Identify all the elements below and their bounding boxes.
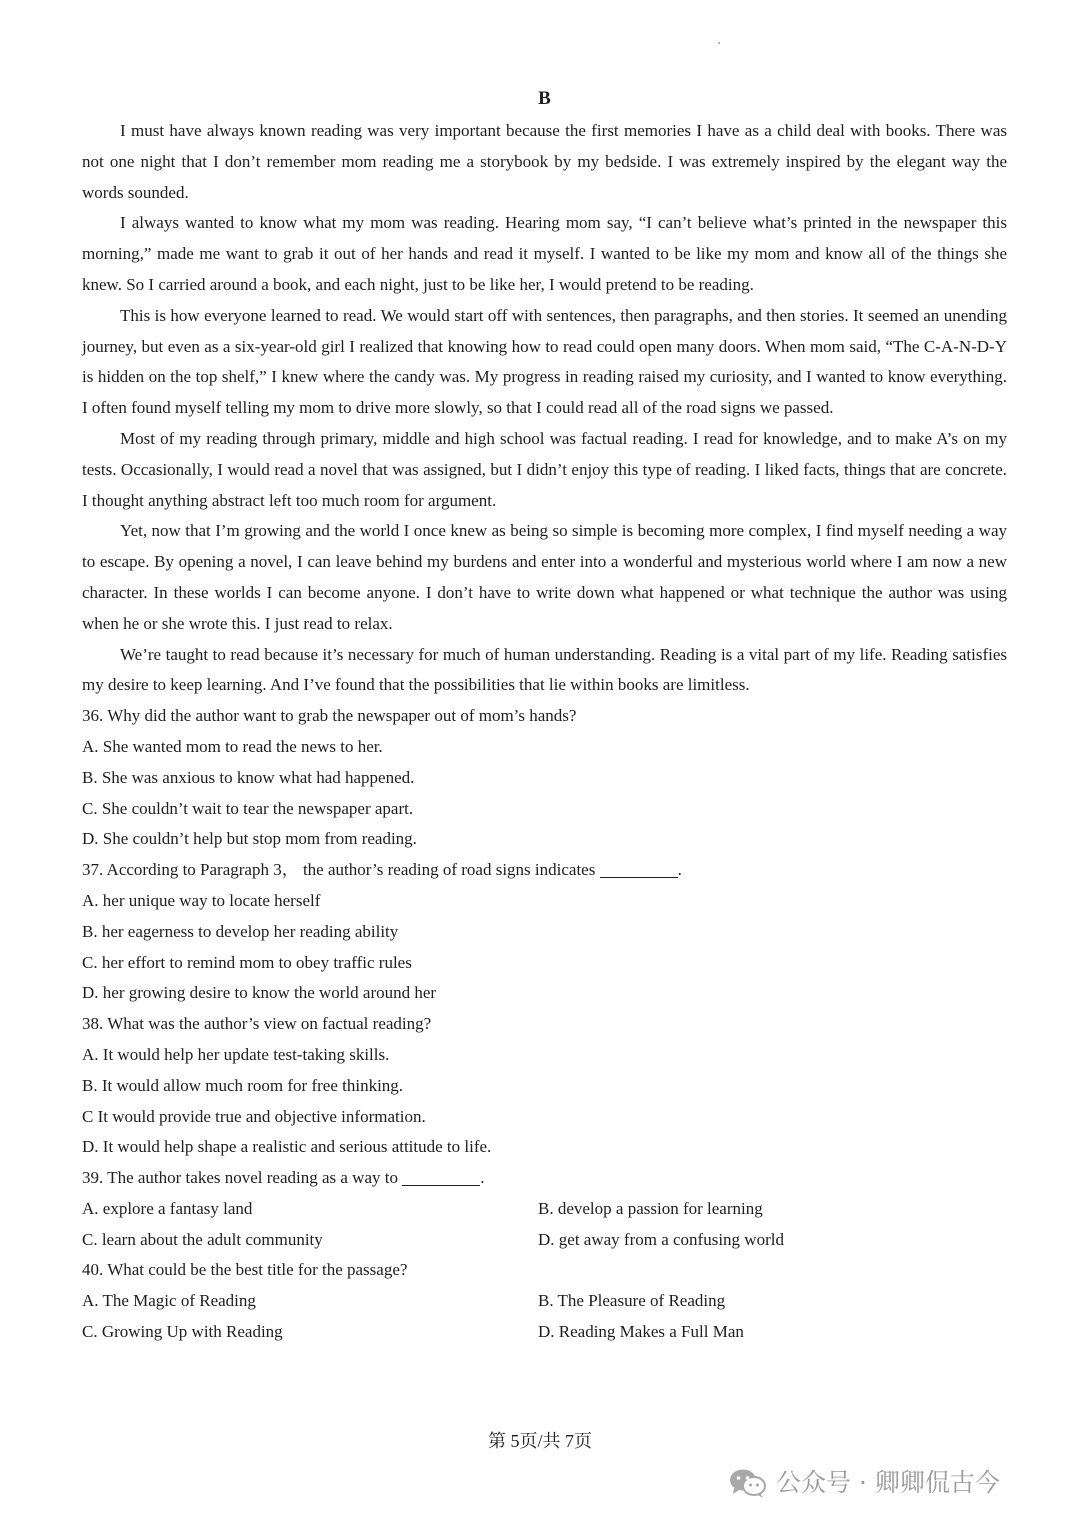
passage-paragraph-2: I always wanted to know what my mom was reading. Hearing mom say, “I can’t believe what’s printed in the newspaper this morning,” made me want to grab it out of her hands and read it myself. I wanted to be like my mom and know all of the things she knew. So I carried around a book, and each night, just to be like her, I would pretend to be reading. xyxy=(82,213,1007,294)
question-40-options-row-1 xyxy=(82,1286,1007,1317)
question-37 xyxy=(82,855,1007,1009)
question-39 xyxy=(82,1163,1007,1255)
question-40-option-d: D. Reading Makes a Full Man xyxy=(538,1322,744,1342)
question-36-option-d: D. She couldn’t help but stop mom from reading. xyxy=(82,829,417,849)
question-39-option-a: A. explore a fantasy land xyxy=(82,1198,253,1218)
question-37-stem-end: . xyxy=(677,860,682,880)
question-39-option-d: D. get away from a confusing world xyxy=(538,1229,784,1249)
question-40-option-a: A. The Magic of Reading xyxy=(82,1291,256,1311)
wechat-icon xyxy=(728,1467,768,1499)
section-title: B xyxy=(538,88,551,109)
question-38-option-c: C It would provide true and objective information. xyxy=(82,1106,426,1126)
passage-paragraph-3: This is how everyone learned to read. We would start off with sentences, then paragraphs, and then stories. It seemed an unending journey, but even as a six-year-old girl I realized that knowing how to read could open many doors. When mom said, “The C-A-N-D-Y is hidden on the top shelf,” I knew where the candy was. My progress in reading raised my curiosity, and I wanted to know everything. I often found myself telling my mom to drive more slowly, so that I could read all of the road signs we passed. xyxy=(82,305,1007,418)
question-39-stem-text: 39. The author takes novel reading as a way to xyxy=(82,1168,398,1188)
passage-paragraph-5: Yet, now that I’m growing and the world I once knew as being so simple is becoming more complex, I find myself needing a way to escape. By opening a novel, I can leave behind my burdens and enter into a wonderful and mysterious world where I am now a new character. In these worlds I can become anyone. I don’t have to write down what happened or what technique the author was using when he or she wrote this. I just read to relax. xyxy=(82,521,1007,633)
question-36-stem: 36. Why did the author want to grab the newspaper out of mom’s hands? xyxy=(82,706,577,726)
scan-speck xyxy=(718,42,720,44)
question-39-option-b: B. develop a passion for learning xyxy=(538,1198,763,1218)
watermark-label: 公众号 · 卿卿侃古今 xyxy=(776,1468,1000,1497)
question-37-stem-text: 37. According to Paragraph 3， the author’s reading of road signs indicates xyxy=(82,860,596,880)
question-37-option-d: D. her growing desire to know the world around her xyxy=(82,983,437,1003)
question-40 xyxy=(82,1255,1007,1347)
question-39-stem xyxy=(82,1163,1007,1194)
passage-paragraph-1: I must have always known reading was very important because the first memories I have as a child deal with books. There was not one night that I don’t remember mom reading me a storybook by my bedside. I was extremely inspired by the elegant way the words sounded. xyxy=(82,121,1007,202)
question-36-option-b: B. She was anxious to know what had happened. xyxy=(82,767,415,787)
passage-paragraph-4: Most of my reading through primary, middle and high school was factual reading. I read for knowledge, and to make A’s on my tests. Occasionally, I would read a novel that was assigned, but I didn’t enjoy this type of reading. I liked facts, things that are concrete. I thought anything abstract left too much room for argument. xyxy=(82,428,1007,510)
question-39-options-row-2 xyxy=(82,1225,1007,1256)
question-40-stem: 40. What could be the best title for the passage? xyxy=(82,1260,408,1280)
question-37-option-a: A. her unique way to locate herself xyxy=(82,890,321,910)
watermark xyxy=(728,1466,1000,1500)
passage-paragraph-6: We’re taught to read because it’s necessary for much of human understanding. Reading is a vital part of my life. Reading satisfies my desire to keep learning. And I’ve found that the possibilities that lie within books are limitless. xyxy=(82,644,1007,695)
question-36 xyxy=(82,701,1007,855)
page-number: 第 5页/共 7页 xyxy=(487,1431,592,1451)
question-38 xyxy=(82,1009,1007,1163)
question-40-option-c: C. Growing Up with Reading xyxy=(82,1322,283,1342)
question-37-option-b: B. her eagerness to develop her reading ability xyxy=(82,921,399,941)
question-37-stem xyxy=(82,855,1007,886)
question-40-option-b: B. The Pleasure of Reading xyxy=(538,1291,726,1311)
answer-blank xyxy=(600,859,678,878)
question-38-option-b: B. It would allow much room for free thinking. xyxy=(82,1075,404,1095)
question-39-stem-end: . xyxy=(480,1168,485,1188)
question-38-option-d: D. It would help shape a realistic and serious attitude to life. xyxy=(82,1137,492,1157)
answer-blank xyxy=(402,1167,480,1186)
question-36-option-c: C. She couldn’t wait to tear the newspaper apart. xyxy=(82,798,414,818)
question-38-option-a: A. It would help her update test-taking skills. xyxy=(82,1044,390,1064)
question-39-options-row-1 xyxy=(82,1194,1007,1225)
question-37-option-c: C. her effort to remind mom to obey traffic rules xyxy=(82,952,412,972)
exam-page xyxy=(82,86,1007,1348)
question-38-stem: 38. What was the author’s view on factual reading? xyxy=(82,1014,432,1034)
question-36-option-a: A. She wanted mom to read the news to her. xyxy=(82,736,383,756)
question-40-options-row-2 xyxy=(82,1317,1007,1348)
question-39-option-c: C. learn about the adult community xyxy=(82,1229,323,1249)
